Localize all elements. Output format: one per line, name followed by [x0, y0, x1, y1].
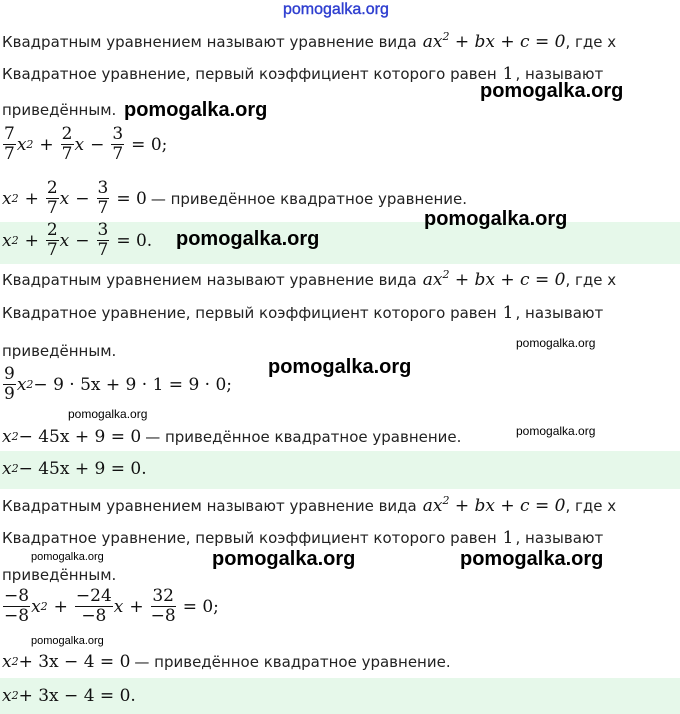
watermark: pomogalka.org	[424, 208, 568, 230]
watermark: pomogalka.org	[460, 548, 604, 570]
definition-line-2	[2, 270, 616, 290]
reduced-equation-3: x 2 + 3x − 4 = 0 — приведённое квадратное уравнение.	[2, 652, 451, 672]
definition-formula: $ax^2$ + bx + c = 0	[422, 268, 566, 290]
reduced-equation-2: x 2 − 45x + 9 = 0 — приведённое квадратное уравнение.	[2, 427, 462, 447]
watermark: pomogalka.org	[31, 551, 104, 563]
watermark: pomogalka.org	[31, 635, 104, 647]
watermark: pomogalka.org	[68, 407, 148, 421]
definition-suffix: , где x	[565, 33, 617, 51]
reduced-definition-suffix: , называют	[515, 65, 604, 83]
watermark: pomogalka.org	[176, 228, 320, 250]
equation-step-1: $\frac{7}{7}$ x 2 + $\frac{2}{7}$ x − $\frac{3}{7}$ = 0;	[4, 124, 168, 164]
definition-line-1	[2, 32, 616, 52]
reduced-definition-2: Квадратное уравнение, первый коэффициент которого равен 1 , называют	[2, 303, 604, 323]
definition-suffix: , где x	[565, 271, 617, 289]
watermark: pomogalka.org	[480, 80, 624, 102]
reduced-word-3: приведённым.	[2, 566, 117, 584]
equation-step-3: $\frac{-8}{-8}$ x 2 + $\frac{-24}{-8}$ x + $\frac{32}{-8}$ = 0;	[4, 586, 219, 626]
reduced-definition-text: Квадратное уравнение, первый коэффициент которого равен	[2, 65, 497, 83]
reduced-one: 1	[502, 64, 514, 84]
watermark: pomogalka.org	[516, 336, 596, 350]
watermark: pomogalka.org	[124, 99, 268, 121]
watermark: pomogalka.org	[516, 424, 596, 438]
definition-formula: $ax^2$ + bx + c = 0	[422, 30, 566, 52]
answer-equation-2: x 2 − 45x + 9 = 0.	[2, 459, 147, 479]
reduced-word-2: приведённым.	[2, 342, 117, 360]
reduced-definition-3: Квадратное уравнение, первый коэффициент которого равен 1 , называют	[2, 528, 604, 548]
watermark: pomogalka.org	[268, 356, 412, 378]
watermark-header: pomogalka.org	[283, 1, 389, 18]
answer-equation-3: x 2 + 3x − 4 = 0.	[2, 686, 136, 706]
definition-text: Квадратным уравнением называют уравнение вида	[2, 33, 417, 51]
definition-line-3: Квадратным уравнением называют уравнение вида $ax^2$ + bx + c = 0 , где x	[2, 494, 617, 516]
watermark: pomogalka.org	[212, 548, 356, 570]
reduced-equation-1: x 2 + $\frac{2}{7}$ x − $\frac{3}{7}$ = 0 — приведённое квадратное уравнение.	[2, 178, 468, 218]
equation-step-2: $\frac{9}{9}$ x 2 − 9 · 5x + 9 · 1 = 9 · 0;	[4, 364, 233, 404]
answer-equation-1: x 2 + $\frac{2}{7}$ x − $\frac{3}{7}$ = 0.	[2, 220, 153, 260]
definition-text: Квадратным уравнением называют уравнение вида	[2, 271, 417, 289]
reduced-word-1: приведённым.	[2, 101, 117, 119]
